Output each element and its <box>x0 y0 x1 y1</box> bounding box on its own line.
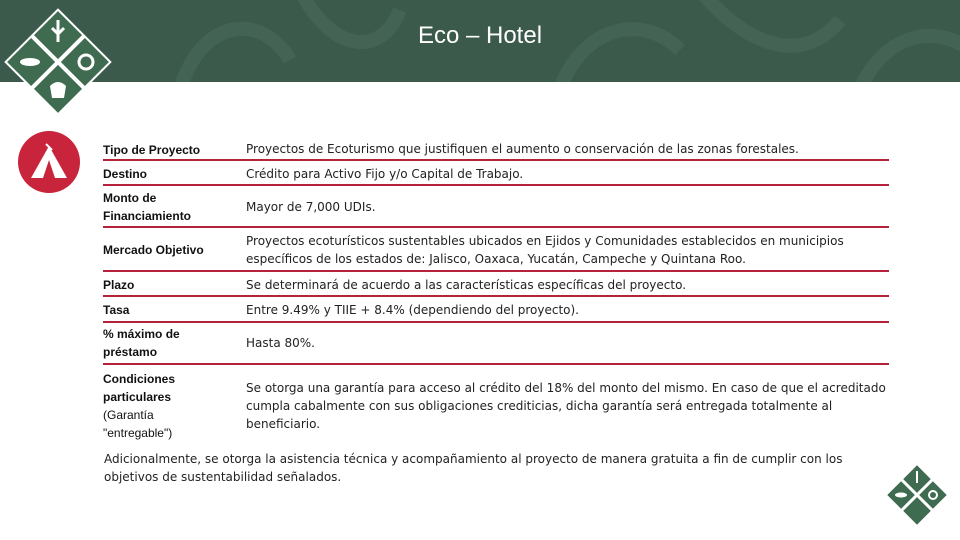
header-banner <box>0 0 960 82</box>
row-value: Hasta 80%. <box>246 336 315 350</box>
footer-note: Adicionalmente, se otorga la asistencia técnica y acompañamiento al proyecto de manera gratuita a fin de cumplir con los objetivos de sustentabilidad señalados. <box>104 452 843 484</box>
row-label: Plazo <box>103 278 135 292</box>
table-row <box>103 272 889 297</box>
row-value: Mayor de 7,000 UDIs. <box>246 200 376 214</box>
page-title: Eco – Hotel <box>417 22 543 49</box>
row-label <box>103 370 203 442</box>
row-label: Tipo de Proyecto <box>103 143 201 157</box>
row-value: Proyectos de Ecoturismo que justifiquen el aumento o conservación de las zonas forestales. <box>246 142 799 156</box>
row-label: Destino <box>103 167 148 181</box>
product-details-table <box>103 135 889 445</box>
row-label: % máximo de préstamo <box>103 327 180 359</box>
table-row <box>103 186 889 228</box>
table-row <box>103 365 889 445</box>
row-label: Monto de Financiamiento <box>103 191 192 223</box>
diamond-emblem-icon <box>884 462 950 528</box>
row-label: Mercado Objetivo <box>103 243 204 257</box>
row-value: Se determinará de acuerdo a las características específicas del proyecto. <box>246 278 687 292</box>
table-row <box>103 161 889 186</box>
row-label-text: Condiciones particulares <box>103 372 176 404</box>
table-row <box>103 297 889 323</box>
table-row <box>103 323 889 365</box>
row-value: Se otorga una garantía para acceso al crédito del 18% del monto del mismo. En caso de que el acreditado cumpla cabalmente con sus obligaciones crediticias, dicha garantía será entregada totalmente al beneficiario. <box>246 381 886 431</box>
table-row <box>103 228 889 272</box>
row-sublabel: (Garantía "entregable") <box>103 408 173 440</box>
row-value: Proyectos ecoturísticos sustentables ubicados en Ejidos y Comunidades establecidos en municipios específicos de los estados de: Jalisco, Oaxaca, Yucatán, Campeche y Quintana Roo. <box>246 234 844 266</box>
table-row <box>103 135 889 161</box>
row-value: Entre 9.49% y TIIE + 8.4% (dependiendo del proyecto). <box>246 303 579 317</box>
tent-icon <box>17 130 81 194</box>
row-value: Crédito para Activo Fijo y/o Capital de Trabajo. <box>246 167 524 181</box>
diamond-emblem-icon <box>2 5 114 119</box>
row-label: Tasa <box>103 303 130 317</box>
